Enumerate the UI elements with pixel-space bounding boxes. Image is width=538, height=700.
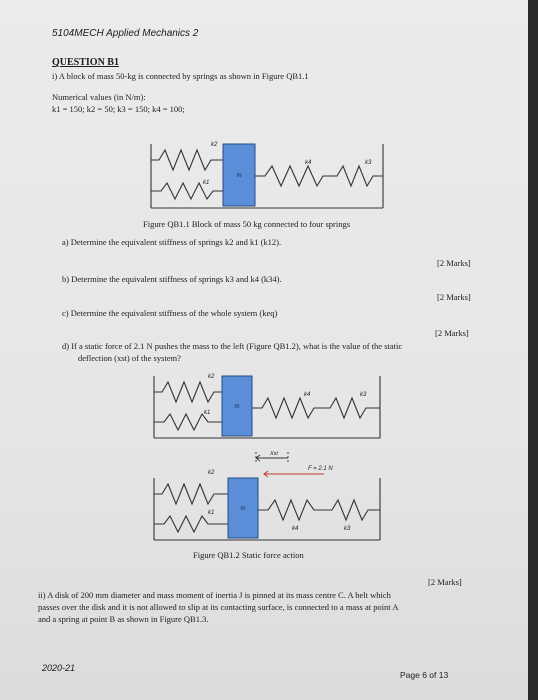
part-d-marks: [2 Marks] xyxy=(428,577,462,587)
top-spring-k4 xyxy=(252,398,322,418)
part-c-text: c) Determine the equivalent stiffness of the whole system (keq) xyxy=(62,308,278,318)
part-b-marks: [2 Marks] xyxy=(437,292,471,302)
bottom-mass-label: m xyxy=(240,506,246,512)
page-edge-shadow xyxy=(528,0,538,700)
bottom-spring-k1 xyxy=(154,516,228,532)
spring-k4 xyxy=(255,166,331,186)
label-k4: k4 xyxy=(305,160,312,166)
part-d-text-line2: deflection (xst) of the system? xyxy=(78,353,181,363)
figure-qb1-1-caption: Figure QB1.1 Block of mass 50 kg connected to four springs xyxy=(143,219,351,229)
displacement-label: Xst xyxy=(270,451,278,457)
part-b-text: b) Determine the equivalent stiffness of springs k3 and k4 (k34). xyxy=(62,274,282,284)
spring-k3 xyxy=(331,166,383,186)
numerical-values-label: Numerical values (in N/m): xyxy=(52,92,146,102)
top-spring-k1 xyxy=(154,414,222,430)
label-k1: k1 xyxy=(203,180,210,186)
bottom-spring-k3 xyxy=(324,500,380,520)
figure-qb1-2-caption: Figure QB1.2 Static force action xyxy=(193,550,304,560)
force-label: F = 2.1 N xyxy=(308,466,333,472)
label-k2: k2 xyxy=(211,142,218,148)
course-header: 5104MECH Applied Mechanics 2 xyxy=(52,28,199,39)
spring-k2 xyxy=(151,150,223,170)
mass-label: m xyxy=(236,173,242,179)
top-label-k2: k2 xyxy=(208,374,215,380)
bottom-spring-k2 xyxy=(154,484,228,504)
bottom-label-k1: k1 xyxy=(208,510,215,516)
footer-page-number: Page 6 of 13 xyxy=(400,670,449,680)
top-label-k1: k1 xyxy=(204,410,211,416)
question-title: QUESTION B1 xyxy=(52,57,119,68)
part-ii-line1: ii) A disk of 200 mm diameter and mass moment of inertia J is pinned at its mass centre C. A belt which xyxy=(38,590,391,600)
bottom-label-k3: k3 xyxy=(344,526,351,532)
top-label-k4: k4 xyxy=(304,392,311,398)
part-ii-line2: passes over the disk and it is not allowed to slip at its contacting surface, is connected to a mass at point A xyxy=(38,602,399,612)
bottom-spring-k4 xyxy=(258,500,324,520)
top-label-k3: k3 xyxy=(360,392,367,398)
spring-k1 xyxy=(151,183,223,199)
top-spring-k2 xyxy=(154,382,222,402)
part-a-marks: [2 Marks] xyxy=(437,258,471,268)
top-mass-label: m xyxy=(234,404,240,410)
part-d-text-line1: d) If a static force of 2.1 N pushes the mass to the left (Figure QB1.2), what is the value of the static xyxy=(62,341,403,351)
question-intro: i) A block of mass 50-kg is connected by springs as shown in Figure QB1.1 xyxy=(52,71,309,81)
numerical-values: k1 = 150; k2 = 50; k3 = 150; k4 = 100; xyxy=(52,104,185,114)
bottom-label-k2: k2 xyxy=(208,470,215,476)
part-ii-line3: and a spring at point B as shown in Figure QB1.3. xyxy=(38,614,209,624)
part-c-marks: [2 Marks] xyxy=(435,328,469,338)
bottom-label-k4: k4 xyxy=(292,526,299,532)
figure-qb1-2 xyxy=(148,370,388,550)
figure-qb1-1 xyxy=(145,136,395,218)
footer-year: 2020-21 xyxy=(42,663,76,673)
part-a-text: a) Determine the equivalent stiffness of springs k2 and k1 (k12). xyxy=(62,237,282,247)
top-spring-k3 xyxy=(322,398,380,418)
label-k3: k3 xyxy=(365,160,372,166)
